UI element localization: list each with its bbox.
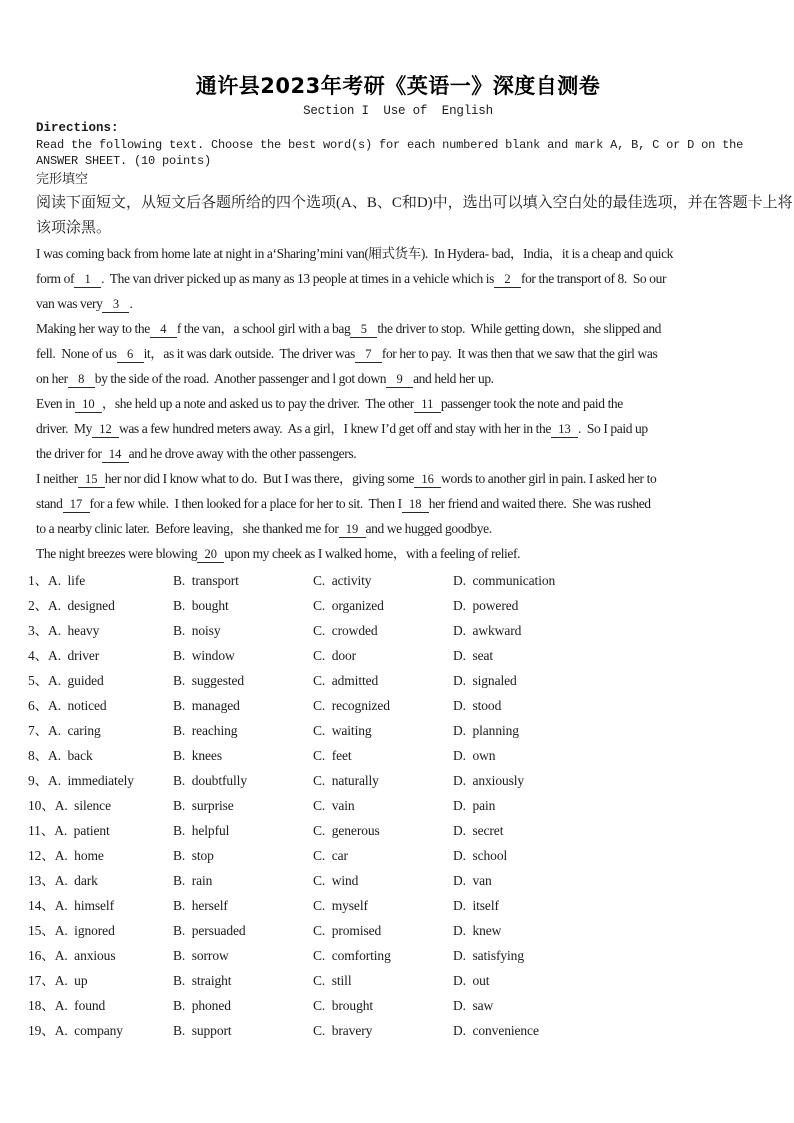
directions-text-line: Read the following text. Choose the best word(s) for each numbered blank and mark A, B, C or D on the: [36, 138, 744, 152]
passage-line-en: fell. None of us 6 it，as it was dark outside. The driver was 7 for her to pay. It was then that we saw that the girl was: [36, 346, 658, 361]
question-number-and-option-a: 6、A. noticed: [28, 698, 107, 713]
blank-6: 6: [117, 347, 144, 363]
question-row: [28, 743, 760, 768]
question-number-and-option-a: 5、A. guided: [28, 673, 104, 688]
question-row: [28, 668, 760, 693]
passage-line-en: Even in 10 ，she held up a note and asked us to pay the driver. The other 11 passenger took the note and paid the: [36, 396, 623, 411]
option-d: D. powered: [453, 598, 519, 613]
directions-label: Directions:: [36, 121, 119, 135]
question-number-and-option-a: 8、A. back: [28, 748, 93, 763]
option-b: B. window: [173, 648, 235, 663]
question-row: [28, 968, 760, 993]
blank-18: 18: [402, 497, 429, 513]
question-number-and-option-a: 3、A. heavy: [28, 623, 100, 638]
passage-line-en: stand 17 for a few while. I then looked for a place for her to sit. Then I 18 her friend and waited there. She was rushed: [36, 496, 651, 511]
option-b: B. helpful: [173, 823, 230, 838]
question-number-and-option-a: 18、A. found: [28, 998, 106, 1013]
option-b: B. noisy: [173, 623, 221, 638]
directions-text-line: ANSWER SHEET. (10 points): [36, 154, 212, 168]
option-d: D. saw: [453, 998, 494, 1013]
option-c: C. vain: [313, 798, 355, 813]
option-c: C. activity: [313, 573, 372, 588]
option-c: C. bravery: [313, 1023, 373, 1038]
option-b: B. suggested: [173, 673, 245, 688]
option-c: C. promised: [313, 923, 382, 938]
option-d: D. own: [453, 748, 496, 763]
option-c: C. crowded: [313, 623, 378, 638]
question-number-and-option-a: 7、A. caring: [28, 723, 101, 738]
passage-line-en: to a nearby clinic later. Before leaving，she thanked me for 19 and we hugged goodbye.: [36, 521, 492, 536]
option-d: D. planning: [453, 723, 519, 738]
blank-20: 20: [197, 547, 224, 563]
option-c: C. brought: [313, 998, 374, 1013]
question-row: [28, 943, 760, 968]
question-number-and-option-a: 4、A. driver: [28, 648, 100, 663]
passage: [36, 191, 793, 566]
option-d: D. communication: [453, 573, 556, 588]
passage-line-en: The night breezes were blowing 20 upon my cheek as I walked home，with a feeling of relief.: [36, 546, 521, 561]
option-b: B. transport: [173, 573, 239, 588]
page-title: 通许县2023年考研《英语一》深度自测卷: [195, 74, 601, 98]
option-d: D. convenience: [453, 1023, 539, 1038]
option-d: D. pain: [453, 798, 496, 813]
option-b: B. bought: [173, 598, 229, 613]
option-c: C. myself: [313, 898, 368, 913]
option-b: B. herself: [173, 898, 228, 913]
blank-14: 14: [102, 447, 129, 463]
option-d: D. van: [453, 873, 492, 888]
blank-15: 15: [78, 472, 105, 488]
question-row: [28, 718, 760, 743]
question-number-and-option-a: 14、A. himself: [28, 898, 114, 913]
question-row: [28, 993, 760, 1018]
question-number-and-option-a: 16、A. anxious: [28, 948, 116, 963]
blank-17: 17: [63, 497, 90, 513]
option-b: B. surprise: [173, 798, 234, 813]
blank-7: 7: [355, 347, 382, 363]
blank-3: 3: [102, 297, 129, 313]
option-c: C. still: [313, 973, 352, 988]
option-c: C. waiting: [313, 723, 372, 738]
option-c: C. organized: [313, 598, 384, 613]
option-c: C. wind: [313, 873, 359, 888]
passage-line-en: Making her way to the 4 f the van，a school girl with a bag 5 the driver to stop. While getting down，she slipped and: [36, 321, 662, 336]
blank-11: 11: [414, 397, 441, 413]
blank-16: 16: [414, 472, 441, 488]
option-b: B. knees: [173, 748, 222, 763]
question-row: [28, 643, 760, 668]
option-c: C. comforting: [313, 948, 391, 963]
question-row: [28, 868, 760, 893]
passage-line-en: van was very 3 .: [36, 296, 133, 311]
question-number-and-option-a: 2、A. designed: [28, 598, 115, 613]
question-row: [28, 593, 760, 618]
option-b: B. rain: [173, 873, 213, 888]
questions: [28, 568, 760, 1043]
question-number-and-option-a: 15、A. ignored: [28, 923, 115, 938]
option-b: B. stop: [173, 848, 214, 863]
option-c: C. naturally: [313, 773, 379, 788]
option-c: C. feet: [313, 748, 352, 763]
blank-8: 8: [68, 372, 95, 388]
option-d: D. itself: [453, 898, 499, 913]
option-d: D. anxiously: [453, 773, 525, 788]
option-b: B. sorrow: [173, 948, 229, 963]
passage-line-en: on her 8 by the side of the road. Another passenger and l got down 9 and held her up.: [36, 371, 494, 386]
question-row: [28, 793, 760, 818]
question-row: [28, 893, 760, 918]
question-number-and-option-a: 10、A. silence: [28, 798, 111, 813]
option-b: B. reaching: [173, 723, 238, 738]
option-c: C. admitted: [313, 673, 379, 688]
section-heading: Section I Use of English: [303, 104, 493, 118]
option-d: D. out: [453, 973, 490, 988]
option-c: C. recognized: [313, 698, 390, 713]
blank-5: 5: [350, 322, 377, 338]
option-b: B. phoned: [173, 998, 231, 1013]
passage-line-cn: 该项涂黑。: [36, 220, 112, 236]
passage-line-en: form of 1 . The van driver picked up as many as 13 people at times in a vehicle which is 2 for the transport of 8. So our: [36, 271, 667, 286]
option-d: D. signaled: [453, 673, 517, 688]
cloze-section-label: 完形填空: [36, 171, 89, 186]
option-b: B. managed: [173, 698, 240, 713]
blank-1: 1: [74, 272, 101, 288]
option-b: B. straight: [173, 973, 232, 988]
blank-13: 13: [551, 422, 578, 438]
question-row: [28, 818, 760, 843]
option-d: D. awkward: [453, 623, 522, 638]
question-number-and-option-a: 12、A. home: [28, 848, 104, 863]
option-d: D. school: [453, 848, 508, 863]
question-number-and-option-a: 9、A. immediately: [28, 773, 134, 788]
question-number-and-option-a: 1、A. life: [28, 573, 86, 588]
option-d: D. secret: [453, 823, 504, 838]
passage-line-cn: 阅读下面短文，从短文后各题所给的四个选项(A、B、C和D)中，选出可以填入空白处的最佳选项，并在答题卡上将: [36, 195, 793, 211]
blank-4: 4: [150, 322, 177, 338]
option-d: D. knew: [453, 923, 502, 938]
passage-line-en: the driver for 14 and he drove away with the other passengers.: [36, 446, 357, 461]
blank-10: 10: [75, 397, 102, 413]
question-number-and-option-a: 17、A. up: [28, 973, 88, 988]
passage-line-en: I neither 15 her nor did I know what to do. But I was there，giving some 16 words to another girl in pain. I asked her to: [36, 471, 657, 486]
question-number-and-option-a: 13、A. dark: [28, 873, 98, 888]
question-row: [28, 693, 760, 718]
passage-line-en: I was coming back from home late at night in a‘Sharing’mini van(厢式货车). In Hydera- bad，India，it is a cheap and quick: [36, 246, 674, 261]
option-b: B. doubtfully: [173, 773, 247, 788]
option-c: C. generous: [313, 823, 380, 838]
question-row: [28, 843, 760, 868]
option-b: B. persuaded: [173, 923, 246, 938]
question-row: [28, 1018, 760, 1043]
blank-19: 19: [339, 522, 366, 538]
option-c: C. car: [313, 848, 348, 863]
option-d: D. satisfying: [453, 948, 524, 963]
option-c: C. door: [313, 648, 357, 663]
question-number-and-option-a: 19、A. company: [28, 1023, 123, 1038]
question-number-and-option-a: 11、A. patient: [28, 823, 110, 838]
option-d: D. stood: [453, 698, 502, 713]
option-d: D. seat: [453, 648, 494, 663]
question-row: [28, 918, 760, 943]
passage-line-en: driver. My 12 was a few hundred meters away. As a girl，I knew I’d get off and stay with her in the 13 . So I paid up: [36, 421, 648, 436]
option-b: B. support: [173, 1023, 232, 1038]
question-row: [28, 768, 760, 793]
blank-12: 12: [92, 422, 119, 438]
blank-9: 9: [386, 372, 413, 388]
question-row: [28, 618, 760, 643]
blank-2: 2: [494, 272, 521, 288]
question-row: [28, 568, 760, 593]
